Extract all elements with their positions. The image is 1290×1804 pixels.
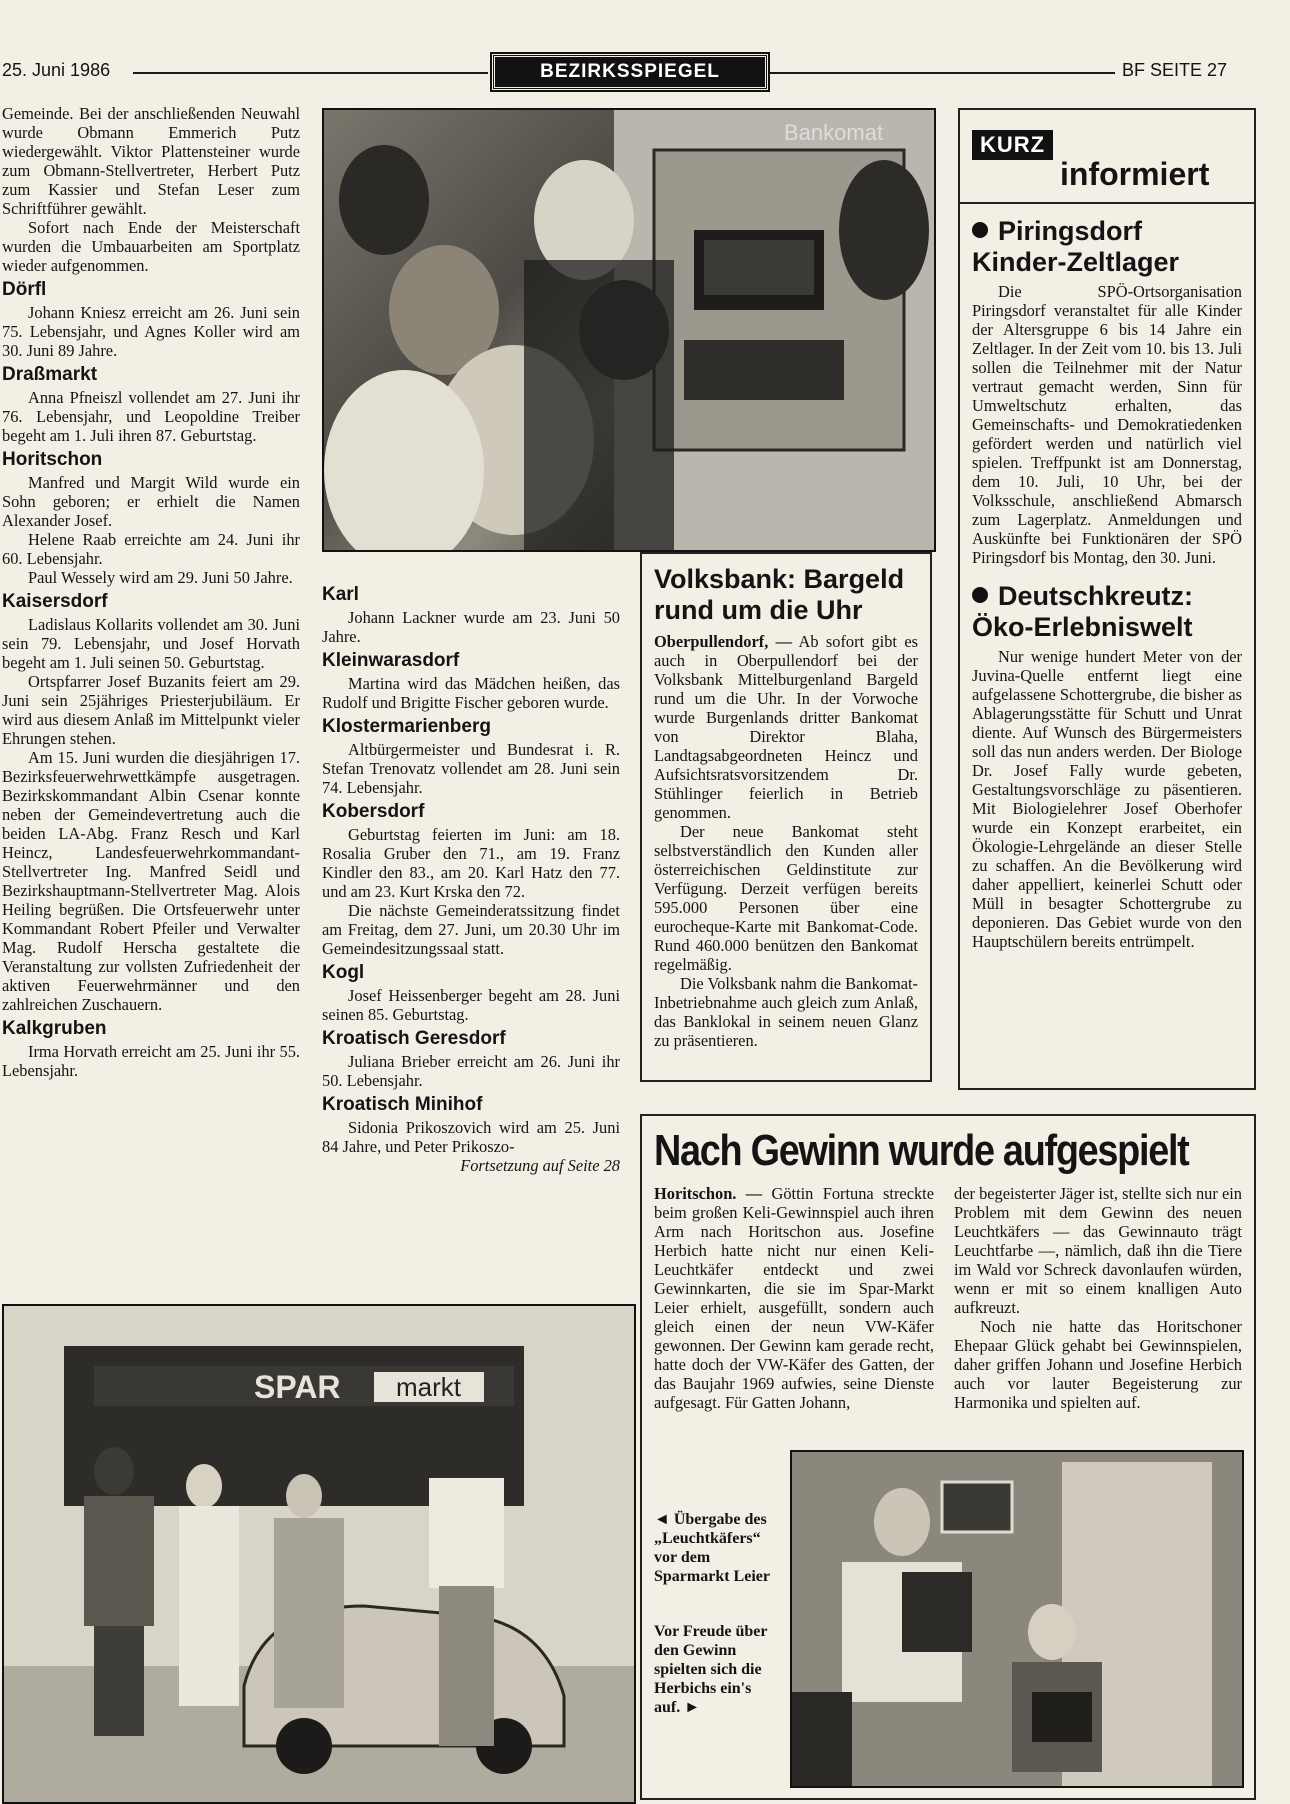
accordion-photo xyxy=(790,1450,1244,1788)
gewinn-paragraph: Noch nie hatte das Horitschoner Ehepaar Glück gehabt bei Gewinnspielen, daher griffen Johann und Josefine Herbich auch vor lauter Begeisterung zur Harmonika und spielten auf. xyxy=(954,1317,1242,1412)
paragraph-kaisersdorf: Ortspfarrer Josef Buzanits feiert am 29. Juni sein 25jähriges Priesterjubiläum. Er wird aus diesem Anlaß im Mittelpunkt vieler Ehrungen stehen. xyxy=(2,672,300,748)
heading-kalkgruben: Kalkgruben xyxy=(2,1018,107,1039)
section-title: BEZIRKSSPIEGEL xyxy=(492,54,768,90)
kurz-item1-head: Piringsdorf Kinder-Zeltlager xyxy=(972,216,1180,277)
bullet-icon xyxy=(972,587,988,603)
paragraph-horitschon: Paul Wessely wird am 29. Juni 50 Jahre. xyxy=(28,568,293,587)
heading-drassmarkt: Draßmarkt xyxy=(2,364,98,385)
header-rule-right xyxy=(770,72,1115,74)
heading-kleinwarasdorf: Kleinwarasdorf xyxy=(322,650,460,671)
paragraph-kobersdorf: Die nächste Gemeinderatssitzung findet am Freitag, dem 27. Juni, um 20.30 Uhr im Gemeindesitzungssaal statt. xyxy=(322,901,620,958)
kurz-label: KURZ xyxy=(972,130,1053,160)
bankomat-scene xyxy=(324,110,934,550)
heading-klostermarienberg: Klostermarienberg xyxy=(322,716,491,737)
sparmarkt-scene xyxy=(4,1306,634,1802)
volksbank-paragraph: Der neue Bankomat steht selbstverständlich den Kunden aller österreichischen Geldinstitute zur Verfügung. Derzeit verfügen bereits 595.000 Personen über eine eurocheque-Karte mit Bankomat-Code. Rund 460.000 benützen den Bankomat regelmäßig. xyxy=(654,822,918,974)
kurz-title: informiert xyxy=(1060,156,1210,192)
volksbank-article xyxy=(640,552,932,1082)
intro-paragraph: Sofort nach Ende der Meisterschaft wurden die Umbauarbeiten am Sportplatz wieder aufgenommen. xyxy=(2,218,300,275)
gewinn-title: Nach Gewinn wurde aufgespielt xyxy=(654,1126,1189,1175)
gewinn-caption-1: ◄ Übergabe des „Leuchtkäfers“ vor dem Sparmarkt Leier xyxy=(654,1511,770,1585)
kurz-item2-text: Nur wenige hundert Meter von der Juvina-Quelle entfernt liegt eine aufgelassene Schottergrube, die bisher as Ablagerungsstätte für Schutt und Unrat diente. Auf Wunsch des Bürgermeisters soll das nun anders werden. Der Biologe Dr. Josef Fally wurde gebeten, Gestaltungsvorschläge zu päsentieren. Mit Biologielehrer Josef Oberhofer wurde ein Konzept erarbeitet, ein Ökologie-Lehrgelände an dieser Stelle zu schaffen. An die Bevölkerung wird daher appelliert, keinerlei Schutt oder Müll in besagter Schottergrube zu deponieren. Das Gebiet wurde von den Hauptschülern bereits entrümpelt. xyxy=(972,647,1242,951)
heading-kaisersdorf: Kaisersdorf xyxy=(2,591,108,612)
kurz-item2-head: Deutschkreutz: Öko-Erlebniswelt xyxy=(972,581,1194,642)
continued-note: Fortsetzung auf Seite 28 xyxy=(460,1156,620,1175)
heading-kogl: Kogl xyxy=(322,962,365,983)
column-1 xyxy=(2,104,300,1080)
volksbank-paragraph: Die Volksbank nahm die Bankomat-Inbetriebnahme auch gleich zum Anlaß, das Banklokal in seinem neuen Glanz zu präsentieren. xyxy=(654,974,918,1050)
spar-sign: SPAR xyxy=(254,1369,341,1405)
kurz-logo xyxy=(960,110,1254,204)
paragraph-kroatisch-geresdorf: Juliana Brieber erreicht am 26. Juni ihr 50. Lebensjahr. xyxy=(322,1052,620,1090)
volksbank-text: Ab sofort gibt es auch in Oberpullendorf bei der Volksbank Mittelburgenland Bargeld rund um die Uhr. In der Vorwoche wurde Burgenlands dritter Bankomat von Direktor Blaha, Landtagsabgeordneten Heincz und Aufsichtsratsvorsitzendem Dr. Stühlinger feierlich in Betrieb genommen. xyxy=(654,632,918,822)
paragraph-kaisersdorf: Ladislaus Kollarits vollendet am 30. Juni sein 79. Lebensjahr, und Josef Horvath begeht am 1. Juli seinen 50. Geburtstag. xyxy=(2,615,300,672)
paragraph-kaisersdorf: Am 15. Juni wurden die diesjährigen 17. Bezirksfeuerwehrwettkämpfe ausgetragen. Bezirkskommandant Albin Csenar konnte neben der Gemeindevertretung auch die beiden LA-Abg. Franz Resch und Karl Heincz, Landesfeuerwehrkommandant-Stellvertreter Ing. Manfred Seidl und Bezirkshauptmann-Stellvertreter Mag. Alois Heiling begrüßen. Die Ortsfeuerwehr unter Kommandant Robert Pfeiler und Verwalter Mag. Rudolf Herscha gestaltete die Veranstaltung zur vollsten Zufriedenheit der aktiven Feuerwehrmänner und den zahlreichen Zuschauern. xyxy=(2,748,300,1014)
paragraph-kroatisch-minihof: Sidonia Prikoszovich wird am 25. Juni 84 Jahre, und Peter Prikoszo- xyxy=(322,1118,620,1156)
paragraph-klostermarienberg: Altbürgermeister und Bundesrat i. R. Stefan Trenovatz vollendet am 28. Juni sein 74. Lebensjahr. xyxy=(322,740,620,797)
paragraph-kalkgruben: Irma Horvath erreicht am 25. Juni ihr 55. Lebensjahr. xyxy=(2,1042,300,1080)
volksbank-paragraph xyxy=(654,632,918,822)
markt-sign: markt xyxy=(396,1372,461,1402)
paragraph-karl: Johann Lackner wurde am 23. Juni 50 Jahre. xyxy=(322,608,620,646)
gewinn-text: Göttin Fortuna streckte beim großen Keli-Gewinnspiel auch ihren Arm nach Horitschon aus. Josefine Herbich hatte nicht nur einen Keli-Leuchtkäfer entdeckt und zwei Gewinnkarten, die sie im Spar-Markt Leier erhielt, ausgefüllt, sondern auch gleich einen der neun VW-Käfer gewonnen. Der Gewinn kam gerade recht, hatte doch der VW-Käfer des Gatten, der das Baujahr 1969 aufwies, seine Dienste aufgesagt. Für Gatten Johann, xyxy=(654,1184,934,1412)
paragraph-doerfl: Johann Kniesz erreicht am 26. Juni sein 75. Lebensjahr, und Agnes Koller wird am 30. Juni 89 Jahre. xyxy=(2,303,300,360)
volksbank-title: Volksbank: Bargeld rund um die Uhr xyxy=(654,564,905,625)
paragraph-kogl: Josef Heissenberger begeht am 28. Juni seinen 85. Geburtstag. xyxy=(322,986,620,1024)
bullet-icon xyxy=(972,222,988,238)
heading-kroatisch-geresdorf: Kroatisch Geresdorf xyxy=(322,1028,506,1049)
intro-paragraph: Gemeinde. Bei der anschließenden Neuwahl wurde Obmann Emmerich Putz wiedergewählt. Viktor Plattensteiner wurde zum Obmann-Stellvertreter, Herbert Putz zum Kassier und Stefan Leser zum Schriftführer gewählt. xyxy=(2,104,300,218)
kurz-item1-text: Die SPÖ-Ortsorganisation Piringsdorf veranstaltet für alle Kinder der Altersgruppe 6 bis 14 Jahre ein Zeltlager. In der Zeit vom 10. bis 13. Juli sollen die Teilnehmer mit der Natur vertraut gemacht werden, Sinn für Umweltschutz erhalten, das Gemeinschafts- und Demokratiedenken gefördert werden und natürlich viel spielen. Treffpunkt ist am Donnerstag, dem 10. Juli, 10 Uhr, bei der Volksschule, anschließend Abmarsch zum Lagerplatz. Anmeldungen und Auskünfte bei Funktionären der SPÖ Piringsdorf bis Montag, den 30. Juni. xyxy=(972,282,1242,567)
sparmarkt-photo xyxy=(2,1304,636,1804)
paragraph-kobersdorf: Geburtstag feierten im Juni: am 18. Rosalia Gruber den 71., am 19. Franz Kindler den 83., am 20. Karl Hatz den 77. und am 23. Kurt Krska den 72. xyxy=(322,825,620,901)
volksbank-lede: Oberpullendorf, — xyxy=(654,632,793,651)
gewinn-caption-2: Vor Freude über den Gewinn spielten sich die Herbichs ein's auf. ► xyxy=(654,1623,768,1716)
gewinn-paragraph: der begeisterter Jäger ist, stellte sich nur ein Problem mit dem Gewinn des neuen Leuchtkäfers — das Gewinnauto trägt Leuchtfarbe —, nämlich, daß ihn die Tiere im Wald vor Schreck davonlaufen würden, wenn er mit so einem knalligen Auto aufkreuzt. xyxy=(954,1184,1242,1317)
header-date: 25. Juni 1986 xyxy=(2,60,111,80)
heading-kroatisch-minihof: Kroatisch Minihof xyxy=(322,1094,483,1115)
paragraph-horitschon: Helene Raab erreichte am 24. Juni ihr 60. Lebensjahr. xyxy=(2,530,300,568)
heading-kobersdorf: Kobersdorf xyxy=(322,801,425,822)
gewinn-paragraph xyxy=(654,1184,934,1412)
header-page: BF SEITE 27 xyxy=(1122,60,1228,80)
heading-doerfl: Dörfl xyxy=(2,279,47,300)
gewinn-lede: Horitschon. — xyxy=(654,1184,763,1203)
heading-horitschon: Horitschon xyxy=(2,449,103,470)
paragraph-horitschon: Manfred und Margit Wild wurde ein Sohn geboren; er erhielt die Namen Alexander Josef. xyxy=(2,473,300,530)
header-rule-left xyxy=(133,72,488,74)
heading-karl: Karl xyxy=(322,584,359,605)
column-2 xyxy=(322,580,620,1175)
page-header xyxy=(0,50,1290,90)
accordion-scene xyxy=(792,1452,1242,1786)
paragraph-drassmarkt: Anna Pfneiszl vollendet am 27. Juni ihr 76. Lebensjahr, und Leopoldine Treiber begeht am 1. Juli ihren 87. Geburtstag. xyxy=(2,388,300,445)
bankomat-sign: Bankomat xyxy=(784,120,884,145)
gewinn-article xyxy=(640,1114,1256,1800)
kurz-informiert-box xyxy=(958,108,1256,1090)
bankomat-photo xyxy=(322,108,936,552)
paragraph-kleinwarasdorf: Martina wird das Mädchen heißen, das Rudolf und Brigitte Fischer geboren wurde. xyxy=(322,674,620,712)
